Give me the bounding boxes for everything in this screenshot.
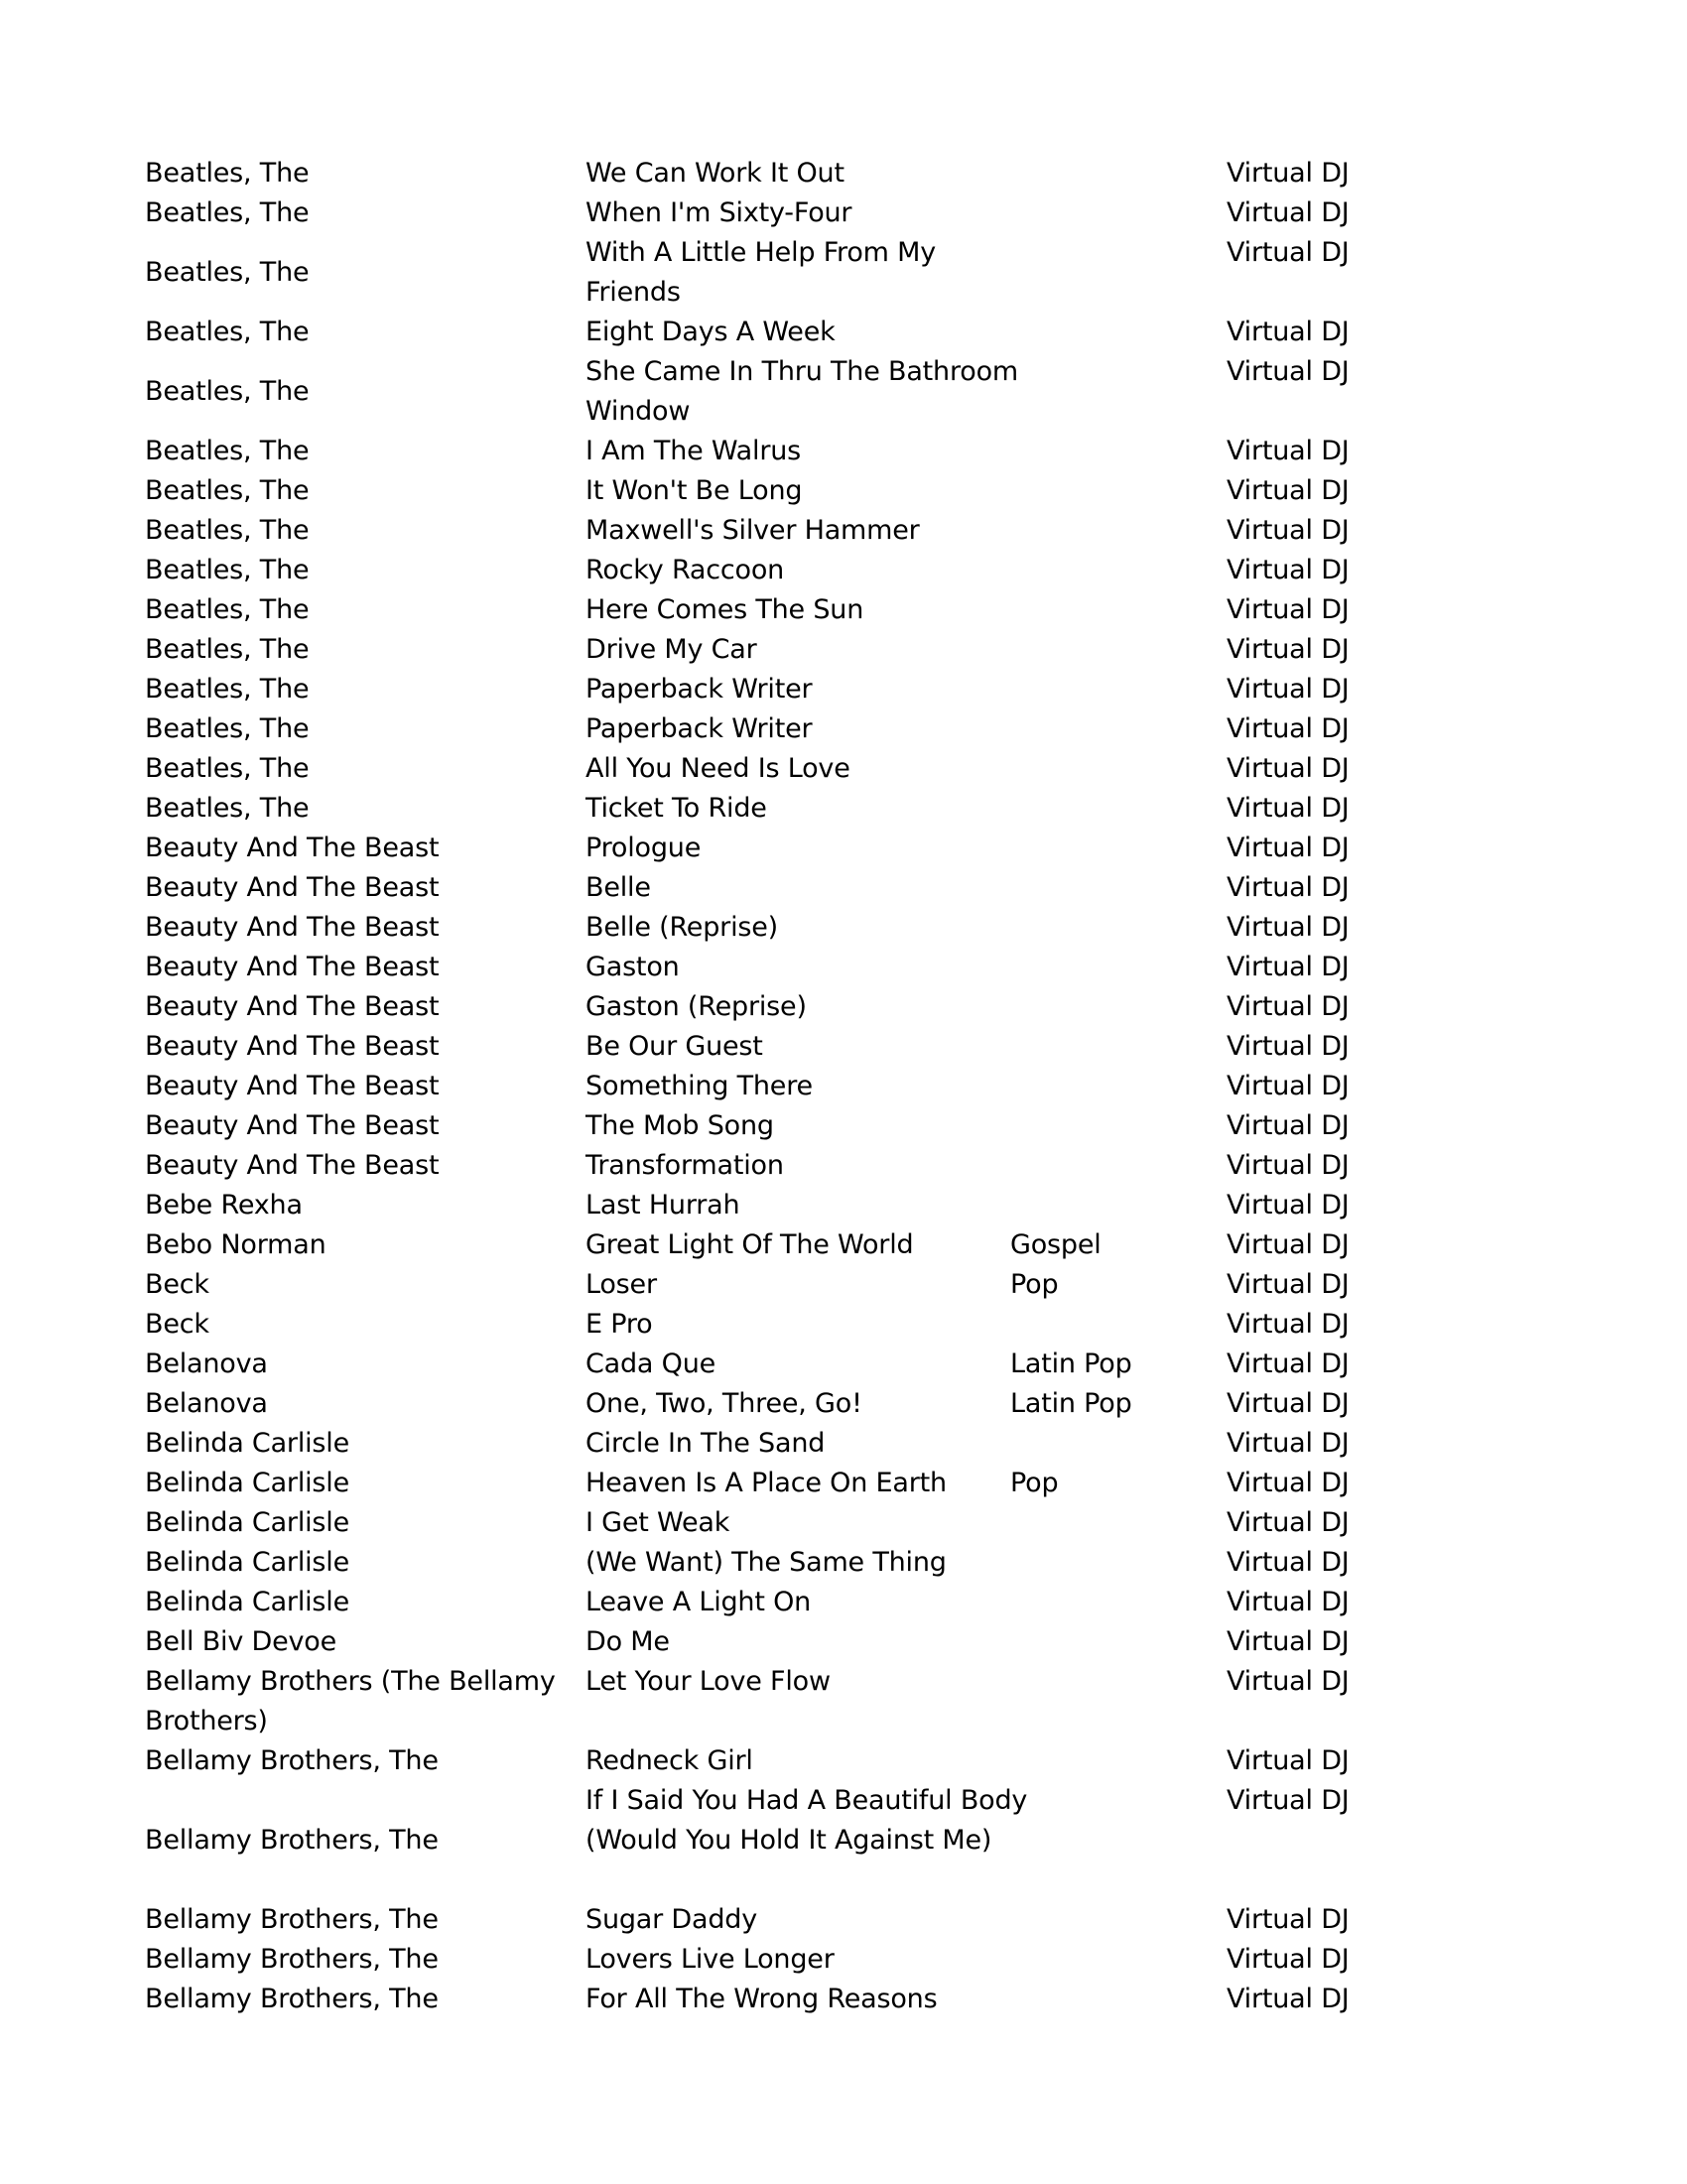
title-line: Friends: [585, 277, 681, 308]
artist-cell: Bellamy Brothers, The: [145, 1944, 439, 1975]
source-cell: Virtual DJ: [1227, 1388, 1350, 1419]
title-line: The Mob Song: [585, 1110, 774, 1141]
title-line: She Came In Thru The Bathroom: [585, 356, 1019, 387]
artist-cell: Bellamy Brothers, The: [145, 1904, 439, 1935]
title-cell: [585, 1225, 1002, 1265]
artist-cell: Beatles, The: [145, 713, 310, 744]
artist-cell: Bell Biv Devoe: [145, 1626, 337, 1657]
source-cell: Virtual DJ: [1227, 713, 1350, 744]
artist-cell: Beauty And The Beast: [145, 1150, 440, 1181]
table-row: [0, 471, 1687, 511]
source-cell: Virtual DJ: [1227, 356, 1350, 387]
table-row: [0, 1186, 1687, 1225]
title-line: Gaston (Reprise): [585, 991, 807, 1022]
title-line: Heaven Is A Place On Earth: [585, 1468, 947, 1498]
table-row: [0, 709, 1687, 749]
artist-cell: Beatles, The: [145, 515, 310, 546]
title-line: Paperback Writer: [585, 674, 813, 705]
table-row: [0, 1464, 1687, 1503]
source-cell: Virtual DJ: [1227, 475, 1350, 506]
title-line: Ticket To Ride: [585, 793, 767, 824]
genre-cell: Latin Pop: [1010, 1388, 1132, 1419]
title-cell: [585, 1067, 1002, 1106]
artist-cell: Beatles, The: [145, 793, 310, 824]
table-row: [0, 868, 1687, 908]
artist-cell: Beatles, The: [145, 475, 310, 506]
title-cell: [585, 1741, 1002, 1781]
source-cell: Virtual DJ: [1227, 1309, 1350, 1340]
artist-cell: Bellamy Brothers, The: [145, 1745, 439, 1776]
title-line: One, Two, Three, Go!: [585, 1388, 862, 1419]
artist-line: Brothers): [145, 1706, 268, 1736]
source-cell: Virtual DJ: [1227, 237, 1350, 268]
title-cell: [585, 1027, 1002, 1067]
artist-cell: Beauty And The Beast: [145, 952, 440, 982]
title-cell: [585, 1186, 1002, 1225]
title-cell: [585, 908, 1002, 948]
source-cell: Virtual DJ: [1227, 634, 1350, 665]
title-line: Leave A Light On: [585, 1587, 812, 1617]
title-cell: [585, 471, 1002, 511]
title-cell: [585, 1940, 1002, 1980]
table-row: [0, 789, 1687, 829]
title-line: If I Said You Had A Beautiful Body: [585, 1785, 1028, 1816]
title-line: Paperback Writer: [585, 713, 813, 744]
table-row: [0, 193, 1687, 233]
artist-cell: Beatles, The: [145, 555, 310, 585]
table-row: [0, 1781, 1687, 1900]
title-cell: [585, 1424, 1002, 1464]
title-cell: [585, 829, 1002, 868]
title-line: Eight Days A Week: [585, 317, 836, 347]
title-line: Belle (Reprise): [585, 912, 778, 943]
artist-line: Bellamy Brothers (The Bellamy: [145, 1666, 556, 1697]
title-cell: [585, 1305, 1002, 1345]
artist-cell: Beatles, The: [145, 634, 310, 665]
table-row: [0, 829, 1687, 868]
table-row: [0, 670, 1687, 709]
artist-cell: Beck: [145, 1309, 209, 1340]
source-cell: Virtual DJ: [1227, 1071, 1350, 1101]
song-table: [0, 154, 1687, 2019]
title-line: Prologue: [585, 833, 702, 863]
table-row: [0, 630, 1687, 670]
source-cell: Virtual DJ: [1227, 555, 1350, 585]
title-cell: [585, 1662, 1002, 1702]
title-cell: [585, 749, 1002, 789]
source-cell: Virtual DJ: [1227, 317, 1350, 347]
title-cell: [585, 313, 1002, 352]
title-cell: [585, 154, 1002, 193]
artist-cell: Beauty And The Beast: [145, 991, 440, 1022]
artist-cell: [145, 1662, 562, 1741]
source-cell: Virtual DJ: [1227, 1031, 1350, 1062]
source-cell: Virtual DJ: [1227, 872, 1350, 903]
table-row: [0, 1503, 1687, 1543]
title-line: Rocky Raccoon: [585, 555, 785, 585]
source-cell: Virtual DJ: [1227, 1150, 1350, 1181]
title-line: Gaston: [585, 952, 680, 982]
title-cell: [585, 1900, 1002, 1940]
table-row: [0, 233, 1687, 313]
source-cell: Virtual DJ: [1227, 952, 1350, 982]
title-cell: [585, 1622, 1002, 1662]
artist-cell: Bebe Rexha: [145, 1190, 303, 1220]
title-cell: [585, 1106, 1002, 1146]
table-row: [0, 1543, 1687, 1583]
source-cell: Virtual DJ: [1227, 1785, 1350, 1816]
title-line: Circle In The Sand: [585, 1428, 826, 1459]
artist-cell: Beatles, The: [145, 594, 310, 625]
table-row: [0, 1305, 1687, 1345]
title-line: Drive My Car: [585, 634, 757, 665]
title-line: Here Comes The Sun: [585, 594, 864, 625]
title-cell: [585, 590, 1002, 630]
artist-cell: Bebo Norman: [145, 1229, 326, 1260]
table-row: [0, 1583, 1687, 1622]
table-row: [0, 1265, 1687, 1305]
title-cell: [585, 630, 1002, 670]
table-row: [0, 154, 1687, 193]
source-cell: Virtual DJ: [1227, 793, 1350, 824]
table-row: [0, 352, 1687, 432]
table-row: [0, 1067, 1687, 1106]
title-cell: [585, 352, 1019, 432]
source-cell: Virtual DJ: [1227, 1745, 1350, 1776]
title-line: (We Want) The Same Thing: [585, 1547, 947, 1578]
artist-cell: Beauty And The Beast: [145, 833, 440, 863]
title-cell: [585, 1781, 1028, 1861]
source-cell: Virtual DJ: [1227, 1984, 1350, 2014]
title-line: Be Our Guest: [585, 1031, 763, 1062]
title-line: I Get Weak: [585, 1507, 730, 1538]
genre-cell: Pop: [1010, 1269, 1059, 1300]
artist-cell: Belanova: [145, 1388, 268, 1419]
source-cell: Virtual DJ: [1227, 515, 1350, 546]
table-row: [0, 313, 1687, 352]
title-line: I Am The Walrus: [585, 436, 801, 466]
title-cell: [585, 1503, 1002, 1543]
source-cell: Virtual DJ: [1227, 1428, 1350, 1459]
table-row: [0, 749, 1687, 789]
title-line: Lovers Live Longer: [585, 1944, 835, 1975]
title-line: All You Need Is Love: [585, 753, 850, 784]
table-row: [0, 1622, 1687, 1662]
source-cell: Virtual DJ: [1227, 833, 1350, 863]
table-row: [0, 511, 1687, 551]
artist-cell: Belinda Carlisle: [145, 1587, 349, 1617]
title-cell: [585, 1146, 1002, 1186]
title-cell: [585, 868, 1002, 908]
source-cell: Virtual DJ: [1227, 436, 1350, 466]
source-cell: Virtual DJ: [1227, 753, 1350, 784]
title-line: Last Hurrah: [585, 1190, 740, 1220]
source-cell: Virtual DJ: [1227, 1349, 1350, 1379]
artist-cell: Belinda Carlisle: [145, 1507, 349, 1538]
title-line: For All The Wrong Reasons: [585, 1984, 938, 2014]
source-cell: Virtual DJ: [1227, 1626, 1350, 1657]
artist-cell: Beatles, The: [145, 257, 310, 288]
genre-cell: Gospel: [1010, 1229, 1102, 1260]
artist-cell: Belinda Carlisle: [145, 1468, 349, 1498]
title-line: Great Light Of The World: [585, 1229, 914, 1260]
source-cell: Virtual DJ: [1227, 197, 1350, 228]
table-row: [0, 1980, 1687, 2019]
table-row: [0, 590, 1687, 630]
table-row: [0, 432, 1687, 471]
title-line: Window: [585, 396, 691, 427]
source-cell: Virtual DJ: [1227, 1507, 1350, 1538]
table-row: [0, 551, 1687, 590]
title-cell: [585, 987, 1002, 1027]
artist-cell: Beatles, The: [145, 436, 310, 466]
source-cell: Virtual DJ: [1227, 1547, 1350, 1578]
table-row: [0, 1940, 1687, 1980]
title-cell: [585, 1265, 1002, 1305]
title-line: Redneck Girl: [585, 1745, 753, 1776]
title-cell: [585, 1345, 1002, 1384]
source-cell: Virtual DJ: [1227, 674, 1350, 705]
artist-cell: Beatles, The: [145, 753, 310, 784]
source-cell: Virtual DJ: [1227, 1110, 1350, 1141]
title-line: It Won't Be Long: [585, 475, 803, 506]
title-cell: [585, 1583, 1002, 1622]
title-cell: [585, 709, 1002, 749]
title-line: When I'm Sixty-Four: [585, 197, 852, 228]
source-cell: Virtual DJ: [1227, 1269, 1350, 1300]
title-line: Loser: [585, 1269, 657, 1300]
source-cell: Virtual DJ: [1227, 1229, 1350, 1260]
title-cell: [585, 233, 1002, 313]
artist-cell: Beatles, The: [145, 158, 310, 189]
title-line: Cada Que: [585, 1349, 716, 1379]
artist-cell: Beauty And The Beast: [145, 872, 440, 903]
source-cell: Virtual DJ: [1227, 1944, 1350, 1975]
artist-cell: Beauty And The Beast: [145, 1031, 440, 1062]
table-row: [0, 1106, 1687, 1146]
artist-cell: Beatles, The: [145, 197, 310, 228]
source-cell: Virtual DJ: [1227, 991, 1350, 1022]
source-cell: Virtual DJ: [1227, 1666, 1350, 1697]
artist-cell: Bellamy Brothers, The: [145, 1984, 439, 2014]
table-row: [0, 1027, 1687, 1067]
table-row: [0, 1225, 1687, 1265]
title-cell: [585, 1543, 1002, 1583]
table-row: [0, 1662, 1687, 1741]
artist-cell: Beauty And The Beast: [145, 1110, 440, 1141]
table-row: [0, 1900, 1687, 1940]
table-row: [0, 1345, 1687, 1384]
title-line: With A Little Help From My: [585, 237, 937, 268]
title-cell: [585, 551, 1002, 590]
artist-cell: Beauty And The Beast: [145, 912, 440, 943]
title-line: (Would You Hold It Against Me): [585, 1825, 992, 1856]
title-line: Sugar Daddy: [585, 1904, 758, 1935]
genre-cell: Latin Pop: [1010, 1349, 1132, 1379]
source-cell: Virtual DJ: [1227, 1904, 1350, 1935]
artist-cell: Belanova: [145, 1349, 268, 1379]
title-cell: [585, 789, 1002, 829]
title-line: Transformation: [585, 1150, 784, 1181]
title-cell: [585, 1384, 1002, 1424]
artist-cell: Beck: [145, 1269, 209, 1300]
table-row: [0, 1384, 1687, 1424]
title-line: Do Me: [585, 1626, 670, 1657]
title-cell: [585, 1464, 1002, 1503]
title-line: Something There: [585, 1071, 813, 1101]
title-line: We Can Work It Out: [585, 158, 844, 189]
source-cell: Virtual DJ: [1227, 1468, 1350, 1498]
artist-cell: Beauty And The Beast: [145, 1071, 440, 1101]
title-cell: [585, 432, 1002, 471]
table-row: [0, 1146, 1687, 1186]
artist-cell: Beatles, The: [145, 376, 310, 407]
title-cell: [585, 1980, 1002, 2019]
artist-cell: Bellamy Brothers, The: [145, 1825, 439, 1856]
artist-cell: Beatles, The: [145, 317, 310, 347]
source-cell: Virtual DJ: [1227, 1190, 1350, 1220]
table-row: [0, 1424, 1687, 1464]
title-cell: [585, 511, 1002, 551]
table-row: [0, 1741, 1687, 1781]
artist-cell: Belinda Carlisle: [145, 1428, 349, 1459]
source-cell: Virtual DJ: [1227, 158, 1350, 189]
table-row: [0, 987, 1687, 1027]
table-row: [0, 948, 1687, 987]
artist-cell: Belinda Carlisle: [145, 1547, 349, 1578]
title-cell: [585, 948, 1002, 987]
title-line: Maxwell's Silver Hammer: [585, 515, 920, 546]
source-cell: Virtual DJ: [1227, 912, 1350, 943]
source-cell: Virtual DJ: [1227, 1587, 1350, 1617]
title-cell: [585, 193, 1002, 233]
genre-cell: Pop: [1010, 1468, 1059, 1498]
title-line: Let Your Love Flow: [585, 1666, 831, 1697]
artist-cell: Beatles, The: [145, 674, 310, 705]
title-line: E Pro: [585, 1309, 653, 1340]
table-row: [0, 908, 1687, 948]
title-cell: [585, 670, 1002, 709]
title-line: Belle: [585, 872, 651, 903]
source-cell: Virtual DJ: [1227, 594, 1350, 625]
